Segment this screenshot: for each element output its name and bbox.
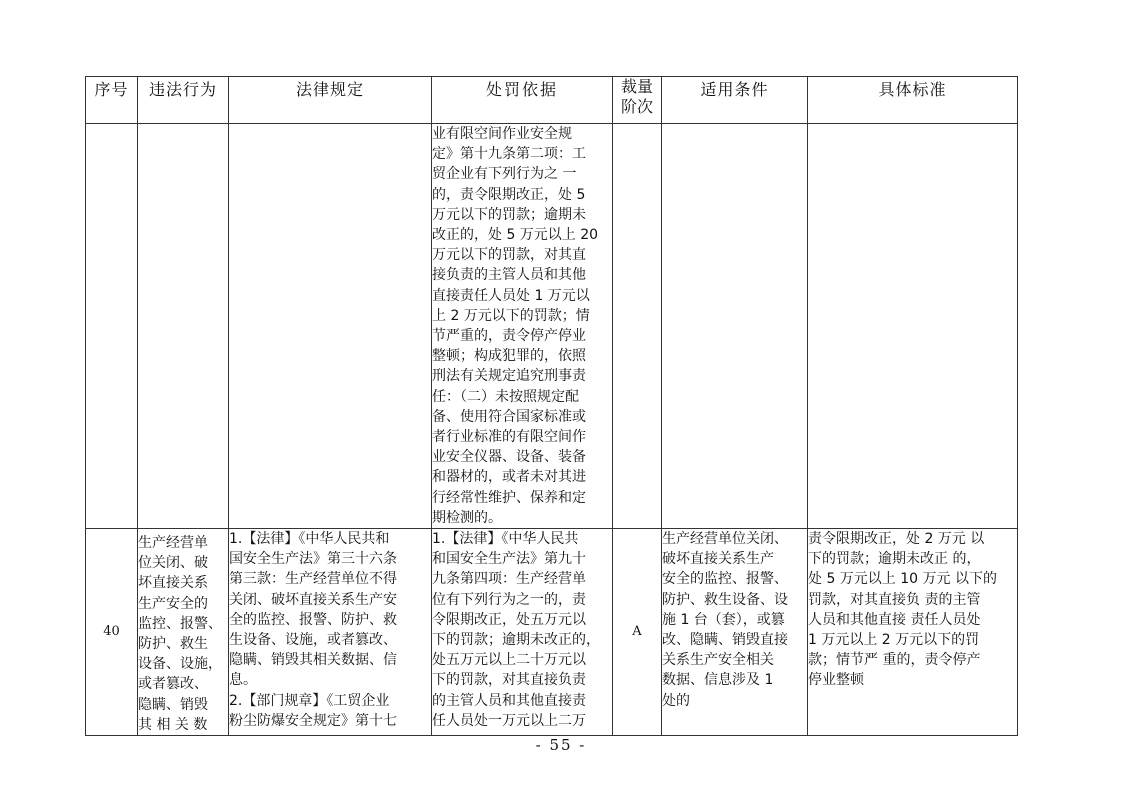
header-cell-conditions: 适用条件 bbox=[662, 77, 808, 124]
violation-cell bbox=[138, 124, 229, 529]
level-cell bbox=[613, 124, 662, 529]
legal-provision-cell bbox=[229, 124, 432, 529]
violation-cell: 生产经营单 位关闭、破 坏直接关系 生产安全的 监控、报警、 防护、救生 设备、设施， 或者篡改、 隐瞒、销毁 其 相 关 数 bbox=[138, 529, 229, 736]
page-number: - 55 - bbox=[535, 736, 587, 754]
legal-provision-cell: 1.【法律】《中华人民共和 国安全生产法》第三十六条 第三款：生产经营单位不得 关闭、破坏直接关系生产安 全的监控、报警、防护、救 生设备、设施，或者篡改、 隐瞒、销毁其相关数据、信 息。 2.【部门规章】《工贸企业 粉尘防爆安全规定》第十七 bbox=[229, 529, 432, 736]
conditions-cell: 生产经营单位关闭、 破坏直接关系生产 安全的监控、报警、 防护、救生设备、设 施 1 台（套），或篡 改、隐瞒、销毁直接 关系生产安全相关 数据、信息涉及 1 处的 bbox=[662, 529, 808, 736]
header-cell-penalty-basis: 处罚依据 bbox=[432, 77, 613, 124]
header-cell-level: 裁量 阶次 bbox=[613, 77, 662, 124]
penalty-standard-table bbox=[85, 76, 1018, 736]
level-cell: A bbox=[613, 529, 662, 736]
row-number-cell: 40 bbox=[86, 529, 138, 736]
table-header-row bbox=[86, 77, 1018, 124]
conditions-cell bbox=[662, 124, 808, 529]
standard-cell bbox=[808, 124, 1018, 529]
header-cell-legal-provision: 法律规定 bbox=[229, 77, 432, 124]
row-number-cell bbox=[86, 124, 138, 529]
header-cell-number: 序号 bbox=[86, 77, 138, 124]
header-cell-violation: 违法行为 bbox=[138, 77, 229, 124]
penalty-basis-cell: 1.【法律】《中华人民共 和国安全生产法》第九十 九条第四项：生产经营单 位有下列行为之一的，责 令限期改正，处五万元以 下的罚款；逾期未改正的， 处五万元以上二十万元以 下的罚款，对其直接负责 的主管人员和其他直接责 任人员处一万元以上二万 bbox=[432, 529, 613, 736]
penalty-basis-cell: 业有限空间作业安全规 定》第十九条第二项：工 贸企业有下列行为之 一 的，责令限期改正，处 5 万元以下的罚款；逾期未 改正的，处 5 万元以上 20 万元以下的罚款，对其直 接负责的主管人员和其他 直接责任人员处 1 万元以 上 2 万元以下的罚款；情 节严重的，责令停产停业 整顿；构成犯罪的，依照 刑法有关规定追究刑事责 任：（二）未按照规定配 备、使用符合国家标准或 者行业标准的有限空间作 业安全仪器、设备、装备 和器材的，或者未对其进 行经常性维护、保养和定 期检测的。 bbox=[432, 124, 613, 529]
table-row bbox=[86, 529, 1018, 736]
header-cell-standard: 具体标准 bbox=[808, 77, 1018, 124]
table-row bbox=[86, 124, 1018, 529]
standard-cell: 责令限期改正，处 2 万元 以 下的罚款；逾期未改正 的， 处 5 万元以上 10 万元 以下的 罚款，对其直接负 责的主管 人员和其他直接 责任人员处 1 万元以上 2 万元以下的罚 款；情节严 重的，责令停产 停业整顿 bbox=[808, 529, 1018, 736]
